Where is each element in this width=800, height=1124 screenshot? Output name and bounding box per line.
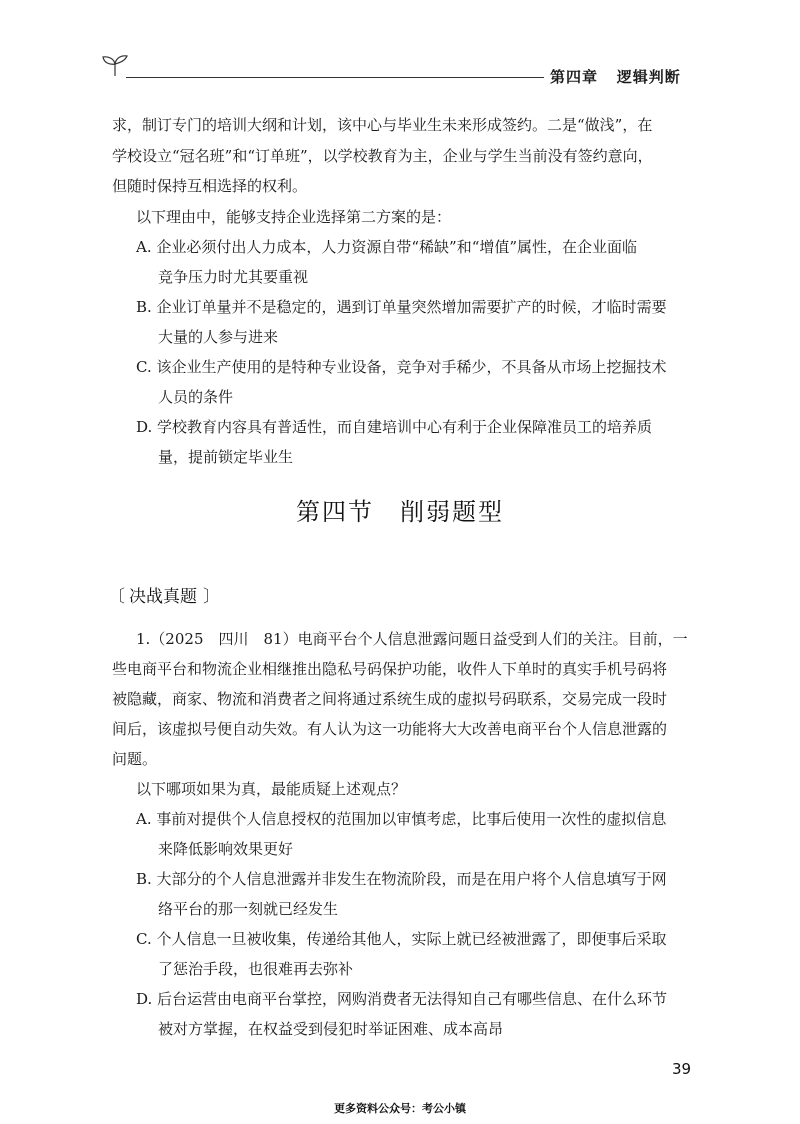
- intro-option-d: D. 学校教育内容具有普适性，而自建培训中心有利于企业保障准员工的培养质: [136, 418, 653, 436]
- q1-option-b: B. 大部分的个人信息泄露并非发生在物流阶段，而是在用户将个人信息填写于网: [136, 870, 667, 888]
- q1-option-a: A. 事前对提供个人信息授权的范围加以审慎考虑，比事后使用一次性的虚拟信息: [136, 810, 667, 828]
- sprout-leaf-icon: [100, 52, 130, 78]
- intro-option-c-cont: 人员的条件: [158, 388, 234, 406]
- right-bracket: 〕: [203, 587, 220, 607]
- q1-line-4: 间后，该虚拟号便自动失效。有人认为这一功能将大大改善电商平台个人信息泄露的: [112, 720, 668, 738]
- intro-option-a: A. 企业必须付出人力成本，人力资源自带“稀缺”和“增值”属性，在企业面临: [136, 238, 638, 256]
- page-number: 39: [672, 1060, 692, 1078]
- q1-option-b-cont: 络平台的那一刻就已经发生: [158, 900, 339, 918]
- running-header: [550, 66, 710, 87]
- left-bracket: 〔: [108, 587, 125, 607]
- intro-question: 以下理由中，能够支持企业选择第二方案的是：: [136, 208, 452, 226]
- q1-option-c-cont: 了惩治手段，也很难再去弥补: [158, 960, 354, 978]
- q1-option-a-cont: 来降低影响效果更好: [158, 840, 294, 858]
- subsection-heading: [108, 582, 220, 607]
- q1-option-c: C. 个人信息一旦被收集，传递给其他人，实际上就已经被泄露了，即便事后采取: [136, 930, 667, 948]
- header-rule: [126, 77, 544, 78]
- intro-line-3: 但随时保持互相选择的权利。: [112, 177, 308, 195]
- intro-option-b-cont: 大量的人参与进来: [158, 328, 279, 346]
- q1-question: 以下哪项如果为真，最能质疑上述观点？: [136, 780, 407, 798]
- intro-line-2: 学校设立“冠名班”和“订单班”，以学校教育为主，企业与学生当前没有签约意向，: [112, 147, 653, 165]
- q1-line-5: 问题。: [112, 750, 158, 768]
- subsection-label: 决战真题: [129, 587, 197, 607]
- section-title: 第四节 削弱题型: [296, 498, 504, 526]
- q1-option-d: D. 后台运营由电商平台掌控，网购消费者无法得知自己有哪些信息、在什么环节: [136, 990, 668, 1008]
- footer-note: 更多资料公众号：考公小镇: [334, 1102, 466, 1115]
- intro-option-a-cont: 竞争压力时尤其要重视: [158, 268, 309, 286]
- chapter-label: 第四章: [550, 68, 599, 86]
- intro-option-d-cont: 量，提前锁定毕业生: [158, 448, 294, 466]
- q1-line-3: 被隐藏，商家、物流和消费者之间将通过系统生成的虚拟号码联系，交易完成一段时: [112, 690, 668, 708]
- q1-option-d-cont: 被对方掌握，在权益受到侵犯时举证困难、成本高昂: [158, 1020, 504, 1038]
- intro-option-c: C. 该企业生产使用的是特种专业设备，竞争对手稀少，不具备从市场上挖掘技术: [136, 358, 667, 376]
- intro-option-b: B. 企业订单量并不是稳定的，遇到订单量突然增加需要扩产的时候，才临时需要: [136, 298, 667, 316]
- chapter-title: 逻辑判断: [616, 68, 681, 86]
- q1-line-1: 1.（2025 四川 81）电商平台个人信息泄露问题日益受到人们的关注。目前，一: [136, 630, 688, 648]
- q1-line-2: 些电商平台和物流企业相继推出隐私号码保护功能，收件人下单时的真实手机号码将: [112, 660, 668, 678]
- intro-line-1: 求，制订专门的培训大纲和计划，该中心与毕业生未来形成签约。二是“做浅”，在: [112, 116, 653, 134]
